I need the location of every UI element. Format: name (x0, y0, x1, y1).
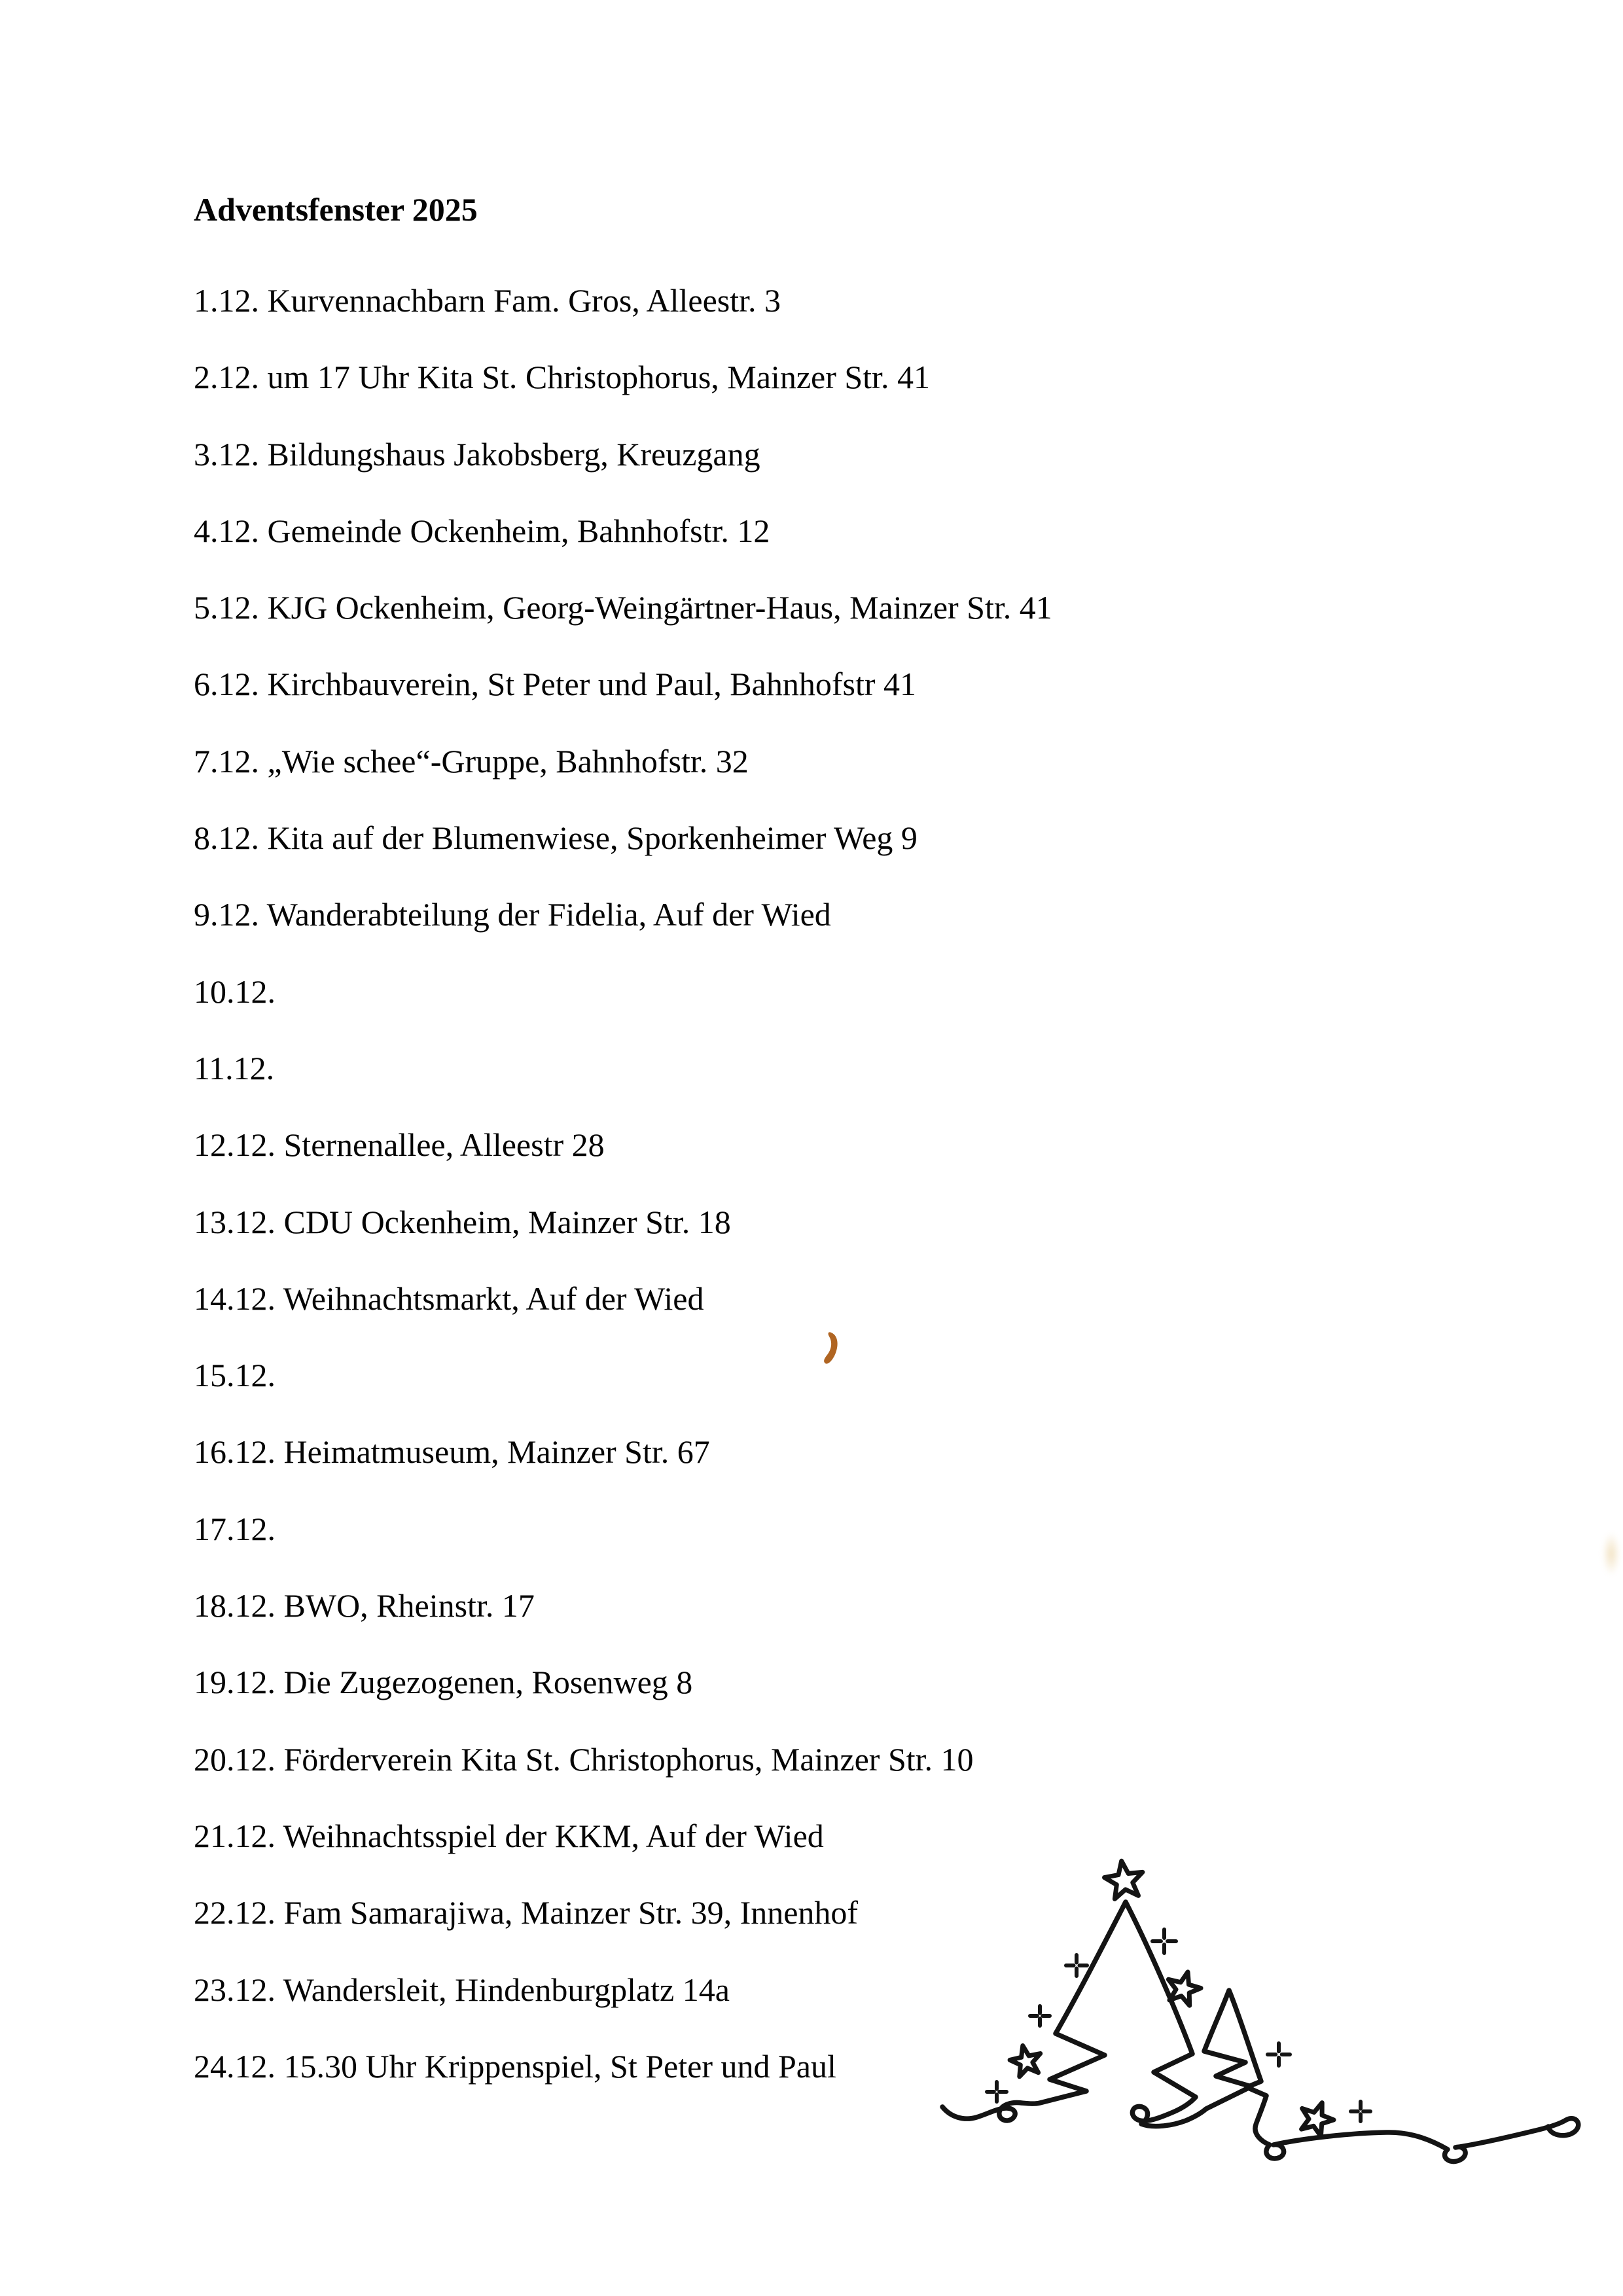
sparkle-icon (1351, 2102, 1370, 2121)
entry-line-20: 20.12. Förderverein Kita St. Christophorus, Mainzer Str. 10 (194, 1740, 974, 1778)
star-icon (1010, 2046, 1041, 2077)
entry-line-8: 8.12. Kita auf der Blumenwiese, Sporkenheimer Weg 9 (194, 819, 918, 857)
entry-line-2: 2.12. um 17 Uhr Kita St. Christophorus, Mainzer Str. 41 (194, 359, 930, 396)
entry-line-4: 4.12. Gemeinde Ockenheim, Bahnhofstr. 12 (194, 512, 770, 549)
entry-line-12: 12.12. Sternenallee, Alleestr 28 (194, 1126, 605, 1164)
entry-line-21: 21.12. Weihnachtsspiel der KKM, Auf der Wied (194, 1817, 824, 1854)
entry-line-13: 13.12. CDU Ockenheim, Mainzer Str. 18 (194, 1203, 731, 1240)
entry-line-9: 9.12. Wanderabteilung der Fidelia, Auf der Wied (194, 896, 831, 933)
entry-line-11: 11.12. (194, 1049, 275, 1086)
entry-line-16: 16.12. Heimatmuseum, Mainzer Str. 67 (194, 1433, 710, 1471)
sparkle-icon (1030, 2006, 1050, 2026)
entry-line-5: 5.12. KJG Ockenheim, Georg-Weingärtner-Haus, Mainzer Str. 41 (194, 589, 1052, 626)
entry-line-6: 6.12. Kirchbauverein, St Peter und Paul, Bahnhofstr 41 (194, 666, 916, 703)
sparkle-icon (1268, 2043, 1290, 2066)
entry-line-1: 1.12. Kurvennachbarn Fam. Gros, Alleestr. 3 (194, 282, 781, 319)
page-title: Adventsfenster 2025 (194, 191, 478, 228)
orange-comma-mark (805, 1322, 857, 1388)
entry-line-17: 17.12. (194, 1510, 276, 1547)
star-icon (1105, 1861, 1143, 1899)
entry-line-23: 23.12. Wandersleit, Hindenburgplatz 14a (194, 1971, 730, 2008)
orange-comma-mark-shape (824, 1332, 838, 1363)
scan-smudge-artifact (1599, 1525, 1623, 1583)
tree-swirl-path (942, 1902, 1578, 2162)
entry-line-7: 7.12. „Wie schee“-Gruppe, Bahnhofstr. 32 (194, 742, 749, 780)
sparkle-icon (1152, 1929, 1176, 1953)
entry-line-24: 24.12. 15.30 Uhr Krippenspiel, St Peter und Paul (194, 2047, 836, 2085)
star-icon (1168, 1972, 1201, 2005)
sparkle-icon (1066, 1955, 1087, 1976)
entry-line-10: 10.12. (194, 973, 276, 1010)
entry-line-3: 3.12. Bildungshaus Jakobsberg, Kreuzgang (194, 435, 760, 473)
entry-line-18: 18.12. BWO, Rheinstr. 17 (194, 1587, 535, 1624)
sparkle-icons (987, 1929, 1370, 2121)
star-icon (1302, 2103, 1334, 2136)
sparkle-icon (987, 2082, 1007, 2102)
christmas-trees-line-art (916, 1813, 1623, 2206)
entry-line-22: 22.12. Fam Samarajiwa, Mainzer Str. 39, Innenhof (194, 1894, 859, 1931)
entry-line-19: 19.12. Die Zugezogenen, Rosenweg 8 (194, 1664, 693, 1701)
entry-line-15: 15.12. (194, 1357, 276, 1394)
entry-line-14: 14.12. Weihnachtsmarkt, Auf der Wied (194, 1280, 704, 1317)
star-icons (1010, 1861, 1334, 2136)
